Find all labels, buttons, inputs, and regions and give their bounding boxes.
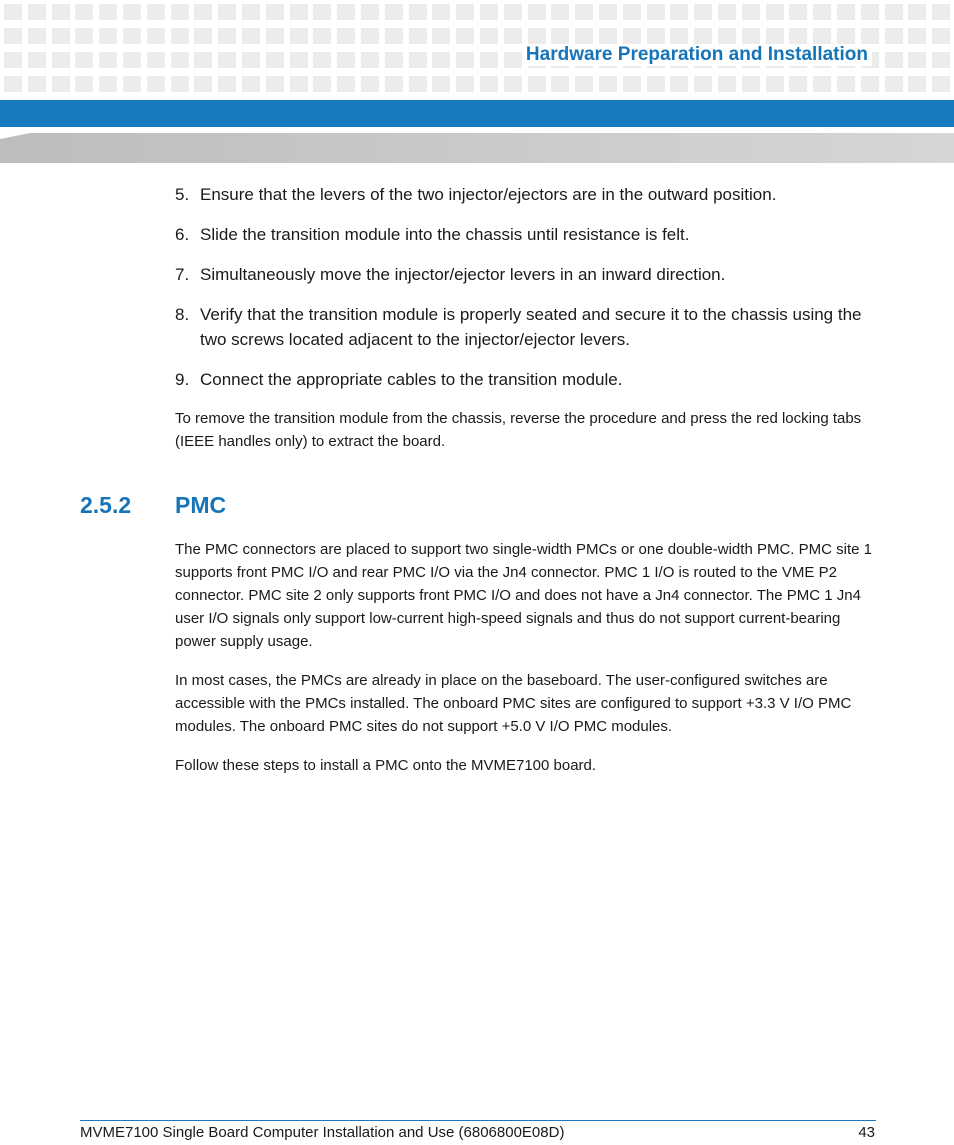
header-tile xyxy=(4,28,22,44)
header-tile xyxy=(290,28,308,44)
header-tile xyxy=(813,4,831,20)
header-tile xyxy=(218,28,236,44)
main-content xyxy=(175,182,875,469)
header-tile xyxy=(290,76,308,92)
header-tile xyxy=(694,28,712,44)
step-text: Simultaneously move the injector/ejector levers in an inward direction. xyxy=(200,265,726,284)
header-tile xyxy=(123,4,141,20)
header-tile xyxy=(623,4,641,20)
header-tile xyxy=(266,52,284,68)
header-tile xyxy=(218,76,236,92)
header-tile xyxy=(28,4,46,20)
header-tile xyxy=(432,76,450,92)
header-tile xyxy=(290,52,308,68)
header-tile xyxy=(313,28,331,44)
section-paragraph: Follow these steps to install a PMC onto the MVME7100 board. xyxy=(175,757,597,774)
header-tile xyxy=(837,4,855,20)
step-text: Slide the transition module into the chassis until resistance is felt. xyxy=(200,225,690,244)
header-tile xyxy=(290,4,308,20)
header-tile xyxy=(480,52,498,68)
header-tile xyxy=(337,76,355,92)
section-paragraph: The PMC connectors are placed to support two single-width PMCs or one double-width PMC. PMC site 1 supports front PMC I/O and rear PMC I/O via the Jn4 connector. PMC 1 I/O is routed to the VME P2 connector. PMC site 2 only supports front PMC I/O and does not have a Jn4 connector. The PMC 1 Jn4 user I/O signals only support low-current high-speed signals and thus do not support current-bearing power supply usage. xyxy=(175,541,872,650)
footer-doc-title: MVME7100 Single Board Computer Installation and Use (6806800E08D) xyxy=(80,1124,565,1141)
header-blue-band xyxy=(0,100,954,127)
header-tile xyxy=(361,4,379,20)
step-item xyxy=(175,262,875,287)
header-tile xyxy=(480,28,498,44)
header-tile xyxy=(480,76,498,92)
header-tile xyxy=(52,4,70,20)
header-tile xyxy=(409,52,427,68)
header-tile xyxy=(813,28,831,44)
header-tile xyxy=(218,52,236,68)
header-tile xyxy=(885,4,903,20)
header-tile xyxy=(171,52,189,68)
header-tile xyxy=(242,28,260,44)
header-tile xyxy=(266,28,284,44)
header-tile xyxy=(266,76,284,92)
header-tile xyxy=(52,28,70,44)
header-tile xyxy=(218,4,236,20)
header-tile xyxy=(337,4,355,20)
header-tile xyxy=(75,28,93,44)
header-tile xyxy=(194,28,212,44)
step-item xyxy=(175,367,875,392)
header-gray-wedge xyxy=(0,131,954,163)
header-tile xyxy=(551,4,569,20)
step-item xyxy=(175,182,875,207)
header-tile xyxy=(242,52,260,68)
header-tile xyxy=(908,4,926,20)
section-body xyxy=(175,538,875,793)
header-tile xyxy=(313,76,331,92)
header-tile xyxy=(742,28,760,44)
header-tile xyxy=(670,76,688,92)
header-tile xyxy=(861,76,879,92)
header-tile xyxy=(99,28,117,44)
header-tile xyxy=(361,76,379,92)
running-header-title: Hardware Preparation and Installation xyxy=(522,44,872,66)
header-tile xyxy=(837,28,855,44)
header-tile xyxy=(385,52,403,68)
header-tile xyxy=(99,76,117,92)
wedge-shape xyxy=(0,133,954,163)
header-tile xyxy=(813,76,831,92)
header-tile xyxy=(885,28,903,44)
header-tile xyxy=(551,28,569,44)
header-tile xyxy=(837,76,855,92)
header-tile xyxy=(456,52,474,68)
step-number: 6. xyxy=(175,225,190,244)
header-tile xyxy=(932,76,950,92)
header-tile xyxy=(52,76,70,92)
footer-rule xyxy=(80,1120,876,1121)
procedure-steps xyxy=(175,182,875,392)
header-tile xyxy=(194,52,212,68)
removal-note: To remove the transition module from the chassis, reverse the procedure and press the red locking tabs (IEEE handles only) to extract the board. xyxy=(175,410,862,450)
header-tile xyxy=(718,28,736,44)
header-tile xyxy=(409,28,427,44)
header-tile xyxy=(766,76,784,92)
header-tile xyxy=(504,4,522,20)
header-tile xyxy=(932,52,950,68)
header-tile xyxy=(528,4,546,20)
header-tile xyxy=(885,76,903,92)
step-number: 7. xyxy=(175,265,190,284)
header-tile xyxy=(623,28,641,44)
header-tile xyxy=(75,4,93,20)
step-text: Connect the appropriate cables to the transition module. xyxy=(200,370,623,389)
header-tile xyxy=(599,76,617,92)
header-tile xyxy=(194,76,212,92)
header-tile xyxy=(28,28,46,44)
header-tile xyxy=(147,76,165,92)
header-tile xyxy=(647,4,665,20)
header-tile xyxy=(28,52,46,68)
header-tile xyxy=(789,76,807,92)
header-tile xyxy=(147,4,165,20)
header-tile xyxy=(528,28,546,44)
header-tile xyxy=(147,28,165,44)
header-tile xyxy=(742,76,760,92)
header-tile xyxy=(718,4,736,20)
header-tile xyxy=(75,52,93,68)
footer-page-number: 43 xyxy=(858,1124,875,1141)
header-tile xyxy=(456,76,474,92)
header-tile xyxy=(551,76,569,92)
step-number: 5. xyxy=(175,185,190,204)
header-tile xyxy=(123,76,141,92)
header-tile xyxy=(337,52,355,68)
section-number: 2.5.2 xyxy=(80,492,132,518)
header-tile xyxy=(361,28,379,44)
header-tile xyxy=(599,4,617,20)
header-tile xyxy=(670,4,688,20)
header-tile xyxy=(861,4,879,20)
header-tile xyxy=(908,76,926,92)
header-tile xyxy=(385,4,403,20)
header-tile xyxy=(313,4,331,20)
step-text: Verify that the transition module is properly seated and secure it to the chassis using the two screws located adjacent to the injector/ejector levers. xyxy=(200,305,862,349)
header-tile xyxy=(171,4,189,20)
header-tile xyxy=(670,28,688,44)
header-tile xyxy=(932,28,950,44)
header-tile xyxy=(504,76,522,92)
header-tile xyxy=(313,52,331,68)
header-tile xyxy=(504,52,522,68)
header-tile xyxy=(647,28,665,44)
step-item xyxy=(175,302,875,352)
header-tile xyxy=(575,28,593,44)
header-tile xyxy=(385,28,403,44)
header-tile xyxy=(528,76,546,92)
header-tile xyxy=(361,52,379,68)
header-tile xyxy=(75,76,93,92)
header-tile xyxy=(694,4,712,20)
header-tile xyxy=(575,76,593,92)
header-tile xyxy=(432,4,450,20)
header-tile xyxy=(242,76,260,92)
header-tile xyxy=(932,4,950,20)
header-tile xyxy=(123,52,141,68)
header-tile xyxy=(623,76,641,92)
header-tile xyxy=(789,28,807,44)
step-number: 9. xyxy=(175,370,190,389)
header-tile xyxy=(599,28,617,44)
header-tile xyxy=(123,28,141,44)
header-tile xyxy=(171,28,189,44)
header-tile xyxy=(575,4,593,20)
header-tile xyxy=(28,76,46,92)
header-tile xyxy=(885,52,903,68)
section-title: PMC xyxy=(175,492,227,518)
step-text: Ensure that the levers of the two injector/ejectors are in the outward position. xyxy=(200,185,777,204)
header-tile xyxy=(504,28,522,44)
header-tile xyxy=(4,52,22,68)
header-tile xyxy=(694,76,712,92)
header-tile xyxy=(147,52,165,68)
header-tile xyxy=(52,52,70,68)
header-tile xyxy=(456,28,474,44)
header-tile xyxy=(742,4,760,20)
section-heading xyxy=(80,492,226,519)
header-tile xyxy=(409,4,427,20)
step-item xyxy=(175,222,875,247)
header-tile xyxy=(242,4,260,20)
header-tile xyxy=(337,28,355,44)
header-tile xyxy=(766,4,784,20)
header-tile xyxy=(99,52,117,68)
step-number: 8. xyxy=(175,305,190,324)
header-tile xyxy=(908,28,926,44)
header-tile xyxy=(4,76,22,92)
header-tile xyxy=(766,28,784,44)
header-tile xyxy=(861,28,879,44)
header-tile xyxy=(99,4,117,20)
header-tile xyxy=(194,4,212,20)
header-tile xyxy=(456,4,474,20)
header-tile xyxy=(385,76,403,92)
header-tile xyxy=(647,76,665,92)
header-tile xyxy=(409,76,427,92)
header-tile xyxy=(789,4,807,20)
header-tile xyxy=(4,4,22,20)
header-tile xyxy=(266,4,284,20)
header-tile xyxy=(432,28,450,44)
header-tile xyxy=(908,52,926,68)
header-tile xyxy=(171,76,189,92)
header-tile xyxy=(718,76,736,92)
header-tile xyxy=(432,52,450,68)
header-tile xyxy=(480,4,498,20)
section-paragraph: In most cases, the PMCs are already in place on the baseboard. The user-configured switches are accessible with the PMCs installed. The onboard PMC sites are configured to support +3.3 V I/O PMC modules. The onboard PMC sites do not support +5.0 V I/O PMC modules. xyxy=(175,672,852,735)
